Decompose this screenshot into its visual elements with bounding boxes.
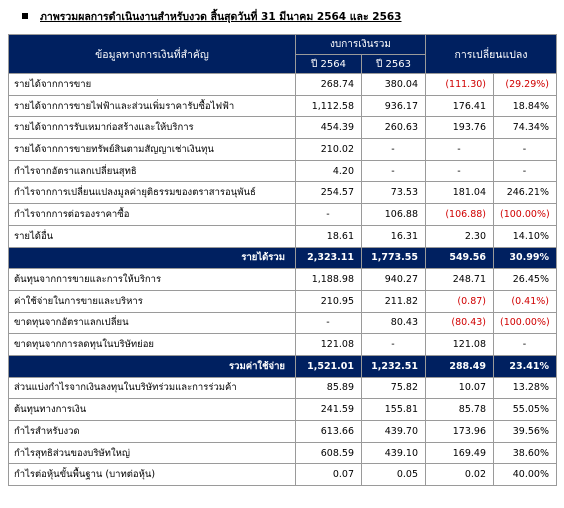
value-2564: 121.08 <box>296 334 362 356</box>
change-amount: 85.78 <box>426 399 494 421</box>
change-percent: 18.84% <box>494 95 557 117</box>
row-label: กำไรสุทธิส่วนของบริษัทใหญ่ <box>9 442 296 464</box>
row-label: ขาดทุนจากการลดทุนในบริษัทย่อย <box>9 334 296 356</box>
change-amount: 0.02 <box>426 464 494 486</box>
header-financial-group: งบการเงินรวม <box>296 35 426 55</box>
table-row <box>9 334 557 356</box>
change-percent: 40.00% <box>494 464 557 486</box>
table-row <box>9 290 557 312</box>
value-2563: 936.17 <box>362 95 426 117</box>
value-2563: 211.82 <box>362 290 426 312</box>
row-label: รายได้จากการขายไฟฟ้าและส่วนเพิ่มราคารับซื้อไฟฟ้า <box>9 95 296 117</box>
table-row <box>9 160 557 182</box>
row-label: ส่วนแบ่งกำไรจากเงินลงทุนในบริษัทร่วมและการร่วมค้า <box>9 377 296 399</box>
change-percent: (0.41%) <box>494 290 557 312</box>
row-label: ขาดทุนจากอัตราแลกเปลี่ยน <box>9 312 296 334</box>
change-amount: 121.08 <box>426 334 494 356</box>
change-percent: 30.99% <box>494 247 557 269</box>
row-label: ต้นทุนจากการขายและการให้บริการ <box>9 269 296 291</box>
row-label: กำไรจากการเปลี่ยนแปลงมูลค่ายุติธรรมของตราสารอนุพันธ์ <box>9 182 296 204</box>
value-2563: 80.43 <box>362 312 426 334</box>
value-2564: 254.57 <box>296 182 362 204</box>
change-amount: 169.49 <box>426 442 494 464</box>
value-2563: - <box>362 139 426 161</box>
row-label: กำไรต่อหุ้นขั้นพื้นฐาน (บาทต่อหุ้น) <box>9 464 296 486</box>
table-row <box>9 399 557 421</box>
value-2564: 268.74 <box>296 74 362 96</box>
value-2564: 454.39 <box>296 117 362 139</box>
change-amount: 173.96 <box>426 421 494 443</box>
table-row <box>9 139 557 161</box>
header-change-group: การเปลี่ยนแปลง <box>426 35 557 74</box>
change-amount: 193.76 <box>426 117 494 139</box>
change-percent: 23.41% <box>494 355 557 377</box>
value-2563: 73.53 <box>362 182 426 204</box>
change-percent: - <box>494 160 557 182</box>
table-row <box>9 225 557 247</box>
table-row <box>9 312 557 334</box>
row-label: รายได้จากการขาย <box>9 74 296 96</box>
table-row <box>9 95 557 117</box>
change-amount: - <box>426 139 494 161</box>
value-2564: 18.61 <box>296 225 362 247</box>
value-2563: 940.27 <box>362 269 426 291</box>
value-2564: - <box>296 312 362 334</box>
financial-summary-table <box>8 34 557 486</box>
change-percent: 246.21% <box>494 182 557 204</box>
value-2563: 1,232.51 <box>362 355 426 377</box>
value-2563: - <box>362 160 426 182</box>
value-2564: 1,112.58 <box>296 95 362 117</box>
change-percent: (100.00%) <box>494 204 557 226</box>
change-percent: (100.00%) <box>494 312 557 334</box>
change-amount: 248.71 <box>426 269 494 291</box>
bullet-square-icon <box>22 13 28 19</box>
change-percent: 26.45% <box>494 269 557 291</box>
change-amount: (0.87) <box>426 290 494 312</box>
value-2563: 380.04 <box>362 74 426 96</box>
change-amount: (111.30) <box>426 74 494 96</box>
change-amount: 288.49 <box>426 355 494 377</box>
value-2564: 2,323.11 <box>296 247 362 269</box>
table-row <box>9 464 557 486</box>
table-row <box>9 377 557 399</box>
total-row <box>9 247 557 269</box>
value-2564: 4.20 <box>296 160 362 182</box>
value-2564: 210.95 <box>296 290 362 312</box>
value-2563: 16.31 <box>362 225 426 247</box>
table-row <box>9 269 557 291</box>
value-2564: 613.66 <box>296 421 362 443</box>
value-2564: - <box>296 204 362 226</box>
change-percent: 14.10% <box>494 225 557 247</box>
change-amount: 2.30 <box>426 225 494 247</box>
value-2564: 1,188.98 <box>296 269 362 291</box>
table-row <box>9 182 557 204</box>
change-percent: 13.28% <box>494 377 557 399</box>
value-2564: 241.59 <box>296 399 362 421</box>
change-percent: - <box>494 334 557 356</box>
change-amount: - <box>426 160 494 182</box>
header-item-col: ข้อมูลทางการเงินที่สำคัญ <box>9 35 296 74</box>
table-header-row <box>9 35 557 55</box>
report-heading <box>22 9 402 23</box>
change-percent: (29.29%) <box>494 74 557 96</box>
row-label: ค่าใช้จ่ายในการขายและบริหาร <box>9 290 296 312</box>
row-label: รายได้อื่น <box>9 225 296 247</box>
table-row <box>9 117 557 139</box>
row-label: รวมค่าใช้จ่าย <box>9 355 296 377</box>
change-amount: (80.43) <box>426 312 494 334</box>
value-2564: 0.07 <box>296 464 362 486</box>
row-label: กำไรจากอัตราแลกเปลี่ยนสุทธิ <box>9 160 296 182</box>
change-amount: 10.07 <box>426 377 494 399</box>
value-2564: 608.59 <box>296 442 362 464</box>
value-2563: 0.05 <box>362 464 426 486</box>
change-amount: 176.41 <box>426 95 494 117</box>
row-label: ต้นทุนทางการเงิน <box>9 399 296 421</box>
row-label: รายได้จากการขายทรัพย์สินตามสัญญาเช่าเงินทุน <box>9 139 296 161</box>
change-amount: 549.56 <box>426 247 494 269</box>
header-year-2564: ปี 2564 <box>296 55 362 74</box>
value-2563: 1,773.55 <box>362 247 426 269</box>
total-row <box>9 355 557 377</box>
value-2563: 439.70 <box>362 421 426 443</box>
value-2563: 75.82 <box>362 377 426 399</box>
header-year-2563: ปี 2563 <box>362 55 426 74</box>
change-amount: 181.04 <box>426 182 494 204</box>
table-row <box>9 421 557 443</box>
value-2563: 439.10 <box>362 442 426 464</box>
row-label: กำไรจากการต่อรองราคาซื้อ <box>9 204 296 226</box>
change-percent: 74.34% <box>494 117 557 139</box>
table-row <box>9 442 557 464</box>
change-percent: - <box>494 139 557 161</box>
value-2564: 210.02 <box>296 139 362 161</box>
change-percent: 55.05% <box>494 399 557 421</box>
change-amount: (106.88) <box>426 204 494 226</box>
value-2563: 106.88 <box>362 204 426 226</box>
value-2564: 85.89 <box>296 377 362 399</box>
change-percent: 39.56% <box>494 421 557 443</box>
row-label: กำไรสำหรับงวด <box>9 421 296 443</box>
row-label: รายได้จากการรับเหมาก่อสร้างและให้บริการ <box>9 117 296 139</box>
value-2564: 1,521.01 <box>296 355 362 377</box>
row-label: รายได้รวม <box>9 247 296 269</box>
value-2563: 260.63 <box>362 117 426 139</box>
heading-text: ภาพรวมผลการดำเนินงานสำหรับงวด สิ้นสุดวันที่ 31 มีนาคม 2564 และ 2563 <box>40 10 402 23</box>
table-row <box>9 74 557 96</box>
value-2563: 155.81 <box>362 399 426 421</box>
value-2563: - <box>362 334 426 356</box>
change-percent: 38.60% <box>494 442 557 464</box>
table-row <box>9 204 557 226</box>
